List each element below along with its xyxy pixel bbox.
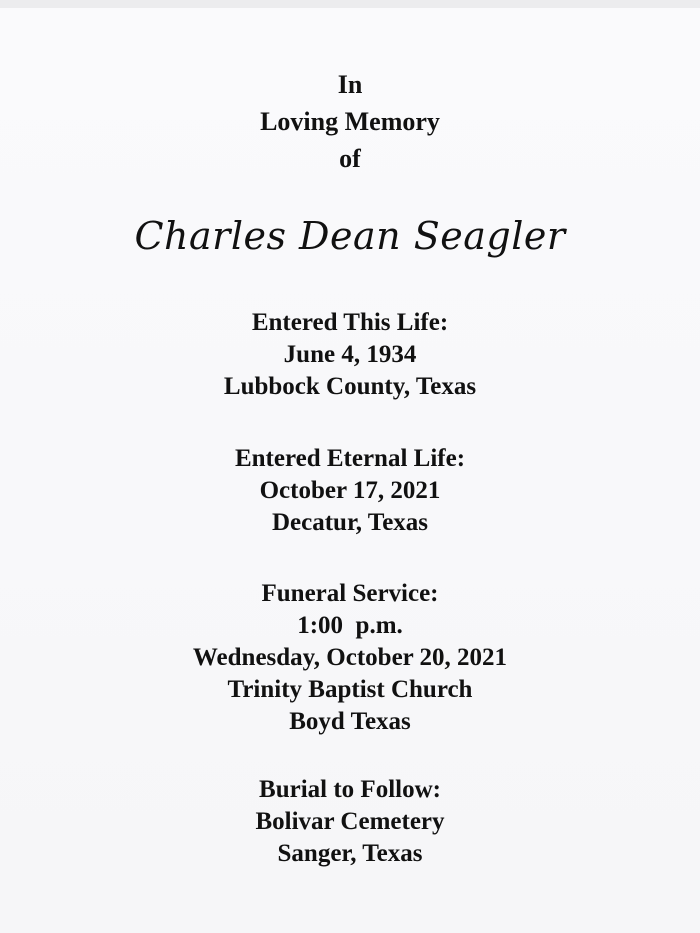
death-date: October 17, 2021 (259, 477, 441, 504)
page-top-edge (0, 0, 700, 8)
service-venue: Trinity Baptist Church (227, 676, 473, 703)
service-time: 1:00 p.m. (297, 612, 403, 639)
deceased-name: Charles Dean Seagler (134, 214, 566, 258)
burial-place: Sanger, Texas (277, 840, 423, 867)
death-section (0, 443, 700, 539)
service-city: Boyd Texas (289, 708, 411, 735)
memory-line-loving-memory: Loving Memory (260, 107, 440, 136)
service-section (0, 578, 700, 738)
memorial-heading (0, 66, 700, 177)
burial-cemetery: Bolivar Cemetery (255, 808, 445, 835)
death-place: Decatur, Texas (271, 509, 429, 536)
burial-section (0, 774, 700, 870)
birth-date: June 4, 1934 (283, 341, 417, 368)
death-heading: Entered Eternal Life: (234, 445, 466, 472)
birth-section (0, 307, 700, 403)
birth-place: Lubbock County, Texas (223, 373, 477, 400)
birth-heading: Entered This Life: (251, 309, 449, 336)
service-date: Wednesday, October 20, 2021 (192, 644, 508, 671)
service-heading: Funeral Service: (261, 580, 439, 607)
memory-line-of: of (339, 144, 361, 173)
burial-heading: Burial to Follow: (259, 776, 441, 803)
memory-line-in: In (337, 70, 363, 99)
